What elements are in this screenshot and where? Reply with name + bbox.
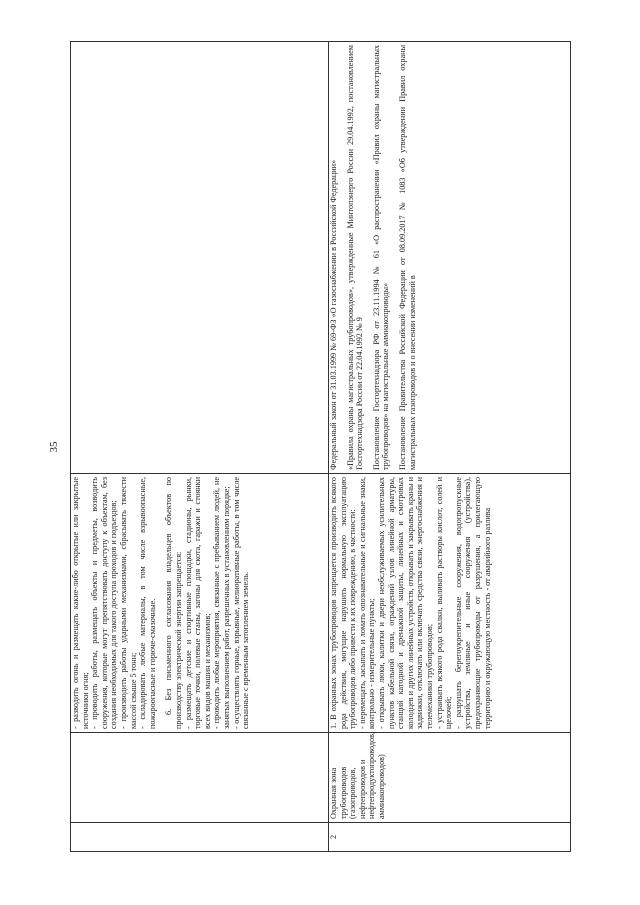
rotated-table-container <box>70 45 570 852</box>
regulation-table <box>70 41 571 852</box>
restriction-item: - складировать любые материалы, в том числе взрывоопасные, пожароопасные и горюче-смазочные. <box>138 477 157 729</box>
restriction-item: - проводить работы, размещать объекты и предметы, возводить сооружения, которые могут препятствовать доступу к объектам, без создания необходимых для такого доступа проходов и подъездов; <box>90 477 119 729</box>
spacer <box>157 477 164 729</box>
spacer <box>391 45 398 470</box>
restriction-item: - осуществлять горные, взрывные, мелиоративные работы, в том числе связанные с временным затоплением земель. <box>231 477 251 729</box>
restriction-item: - устраивать всякого рода свалки, выливать растворы кислот, солей и щелочей; <box>434 477 454 729</box>
spacer <box>339 45 346 470</box>
row2-zone-name: Охранная зона трубопроводов (газопроводов, нефтепроводов и нефтепродуктопроводов, аммиакопроводов) <box>329 733 571 823</box>
legal-reference: Постановление Госгортехнадзора РФ от 23.11.1994 № 61 «О распространении «Правил охраны магистральных трубопроводов» на магистральные аммиакопроводы» <box>371 45 391 470</box>
table-row <box>71 42 329 852</box>
row2-legal-basis-cell <box>329 42 571 474</box>
restriction-item: - производить работы ударными механизмами, сбрасывать тяжести массой свыше 5 тонн; <box>118 477 138 729</box>
row2-number-cell: 2 <box>329 823 571 852</box>
restriction-item: - проводить любые мероприятия, связанные с пребыванием людей, не занятых выполнением работ, разрешенных в установленном порядке; <box>212 477 231 729</box>
restriction-heading: 6. Без письменного согласования владельцев объектов по производству электрической энергии запрещается: <box>164 477 183 729</box>
page-number: 35 <box>48 441 60 453</box>
legal-reference: Постановление Правительства Российской Федерации от 08.09.2017 № 1083 «Об утверждении Правил охраны магистральных газопроводов и о внесении изменений в <box>397 45 417 470</box>
spacer <box>365 45 372 470</box>
row1-restrictions-cell <box>71 474 329 733</box>
restriction-item: - разрушать берегоукрепительные сооружения, водопропускные устройства, земляные и иные сооружения (устройства), предохраняющие трубопроводы от разрушения, а прилегающую территорию и окружающую местность - от аварийного разлива <box>453 477 492 729</box>
table-row <box>329 42 571 852</box>
row1-number-cell <box>71 823 329 852</box>
restriction-item: - разводить огонь и размещать какие-либо открытые или закрытые источники огня; <box>71 477 90 729</box>
legal-reference: Федеральный закон от 31.03.1999 № 69-ФЗ «О газоснабжении в Российской Федерации» <box>329 159 338 470</box>
legal-reference: «Правила охраны магистральных трубопроводов», утвержденные Минтопэнерго России 29.04.1992, постановлением Госгортехнадзора России от 22.04.1992 № 9 <box>345 45 365 470</box>
row1-legal-basis-cell <box>71 42 329 474</box>
restriction-item: - размещать детские и спортивные площадки, стадионы, рынки, торговые точки, полевые станы, загоны для скота, гаражи и стоянки всех видов машин и механизмов; <box>183 477 212 729</box>
row1-name-cell <box>71 733 329 823</box>
restriction-item: - открывать люки, калитки и двери необслуживаемых усилительных пунктов кабельной связи, ограждений узлов линейной арматуры, станций катодной и дренажной защиты, линейных и смотровых колодцев и других линейных устройств, открывать и закрывать краны и задвижки, отключать или включать средства связи, энергоснабжения и телемеханики трубопроводов; <box>376 477 434 729</box>
restriction-heading: 1. В охранных зонах трубопроводов запрещается производить всякого рода действия, могущие нарушить нормальную эксплуатацию трубопроводов либо привести к их повреждению, в частности: <box>329 477 358 729</box>
restriction-item: - перемещать, засыпать и ломать опознавательные и сигнальные знаки, контрольно - измерительные пункты; <box>357 477 377 729</box>
row2-restrictions-cell <box>329 474 571 733</box>
